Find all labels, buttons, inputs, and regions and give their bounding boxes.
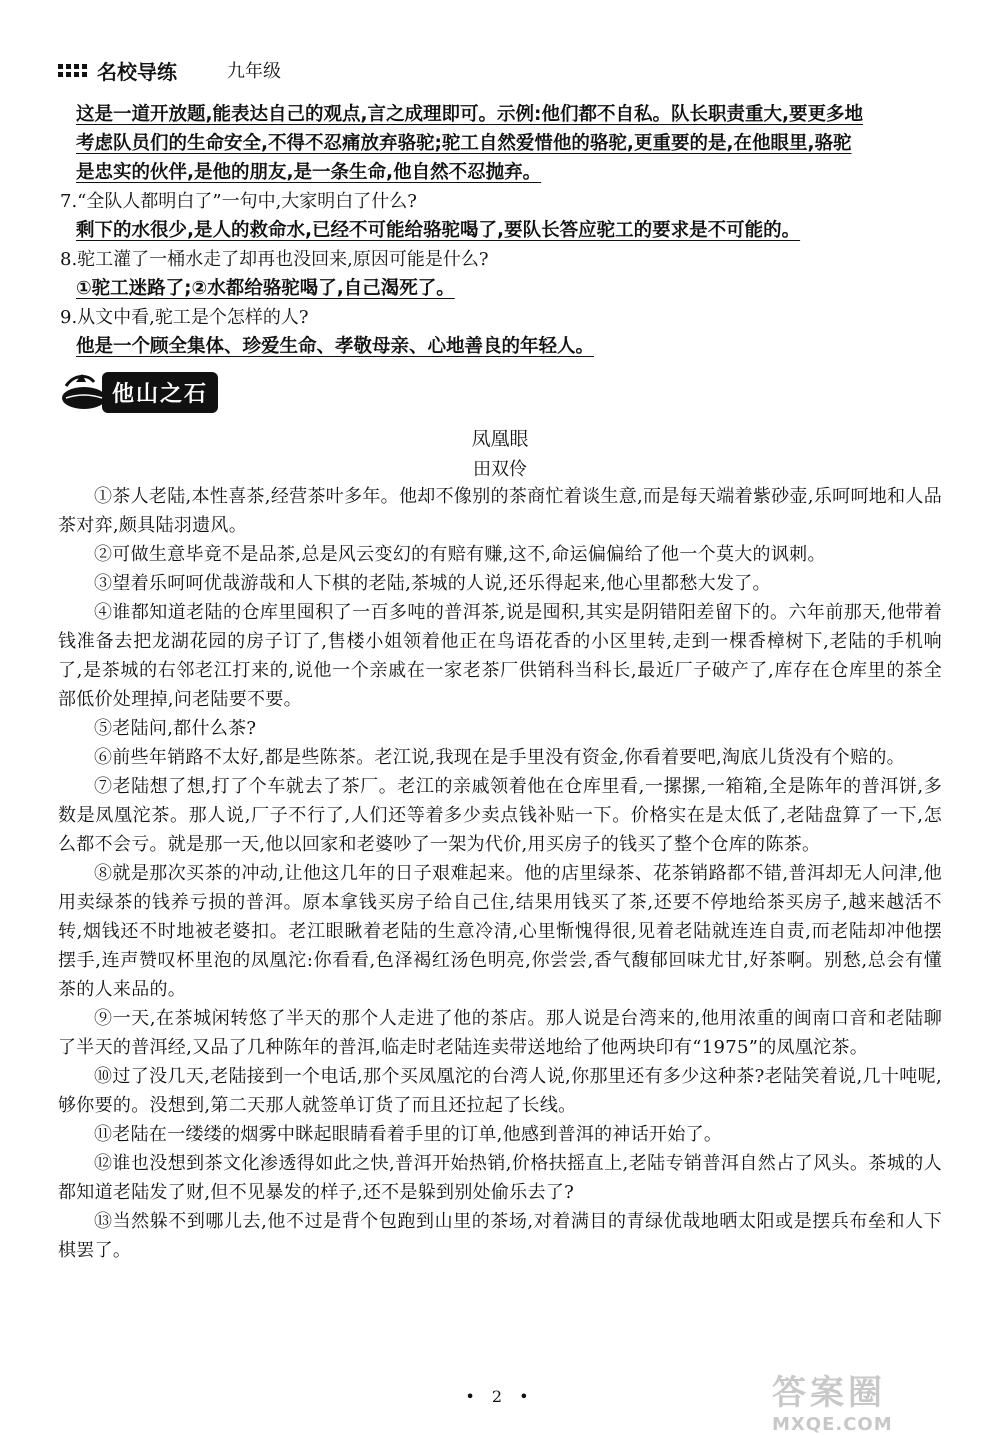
story-body — [58, 482, 942, 1265]
watermark — [772, 1365, 972, 1435]
question-9: 9.从文中看,驼工是个怎样的人? — [60, 307, 309, 328]
paragraph-1: ①茶人老陆,本性喜茶,经营茶叶多年。他却不像别的茶商忙着谈生意,而是每天端着紫砂壶,乐呵呵地和人品茶对弈,颇具陆羽遗风。 — [58, 486, 942, 536]
tea-leaf-icon — [58, 372, 108, 412]
paragraph-5: ⑤老陆问,都什么茶? — [94, 718, 257, 739]
answer-line: 这是一道开放题,能表达自己的观点,言之成理即可。示例:他们都不自私。队长职责重大,要更多地 — [76, 104, 863, 125]
story-author: 田双伶 — [473, 459, 527, 480]
question-7: 7.“全队人都明白了”一句中,大家明白了什么? — [60, 191, 417, 212]
paragraph-7: ⑦老陆想了想,打了个车就去了茶厂。老江的亲戚领着他在仓库里看,一摞摞,一箱箱,全是陈年的普洱饼,多数是凤凰沱茶。那人说,厂子不行了,人们还等着多少卖点钱补贴一下。价格实在是太低了,老陆盘算了一下,怎么都不会亏。就是那一天,他以回家和老婆吵了一架为代价,用买房子的钱买了整个仓库的陈茶。 — [58, 776, 942, 855]
paragraph-4: ④谁都知道老陆的仓库里囤积了一百多吨的普洱茶,说是囤积,其实是阴错阳差留下的。六年前那天,他带着钱准备去把龙湖花园的房子订了,售楼小姐领着他正在鸟语花香的小区里转,走到一棵香樟树下,老陆的手机响了,是茶城的右邻老江打来的,说他一个亲戚在一家老茶厂供销科当科长,最近厂子破产了,库存在仓库里的茶全部低价处理掉,问老陆要不要。 — [58, 602, 942, 710]
grade-label: 九年级 — [227, 61, 281, 82]
question-8: 8.驼工灌了一桶水走了却再也没回来,原因可能是什么? — [60, 249, 489, 270]
answer-line: 考虑队员们的生命安全,不得不忍痛放弃骆驼;驼工自然爱惜他的骆驼,更重要的是,在他眼里,骆驼 — [76, 133, 852, 154]
paragraph-11: ⑪老陆在一缕缕的烟雾中眯起眼睛看着手里的订单,他感到普洱的神话开始了。 — [94, 1124, 723, 1145]
paragraph-12: ⑫谁也没想到茶文化渗透得如此之快,普洱开始热销,价格扶摇直上,老陆专销普洱自然占了风头。茶城的人都知道老陆发了财,但不见暴发的样子,还不是躲到别处偷乐去了? — [58, 1153, 942, 1203]
page-header — [58, 55, 281, 85]
page-number: • 2 • — [465, 1387, 535, 1406]
paragraph-8: ⑧就是那次买茶的冲动,让他这几年的日子艰难起来。他的店里绿茶、花茶销路都不错,普洱却无人问津,他用卖绿茶的钱养亏损的普洱。原本拿钱买房子给自己住,结果用钱买了茶,还要不停地给茶买房子,越来越活不转,烟钱还不时地被老婆扣。老江眼瞅着老陆的生意冷清,心里惭愧得很,见着老陆就连连自责,而老陆却冲他摆摆手,连声赞叹杯里泡的凤凰沱:你看看,色泽褐红汤色明亮,你尝尝,香气馥郁回味尤甘,好茶啊。别愁,总会有懂茶的人来品的。 — [58, 863, 942, 1000]
answer-section — [58, 100, 938, 361]
paragraph-13: ⑬当然躲不到哪儿去,他不过是背个包跑到山里的茶场,对着满目的青绿优哉地晒太阳或是摆兵布垒和人下棋罢了。 — [58, 1211, 942, 1261]
section-badge — [58, 372, 220, 412]
paragraph-2: ②可做生意毕竟不是品茶,总是风云变幻的有赔有赚,这不,命运偏偏给了他一个莫大的讽刺。 — [94, 544, 826, 565]
watermark-logo: 答案圈 — [772, 1373, 886, 1413]
story-title: 凤凰眼 — [471, 428, 529, 450]
paragraph-3: ③望着乐呵呵优哉游哉和人下棋的老陆,茶城的人说,还乐得起来,他心里都愁大发了。 — [94, 573, 771, 594]
paragraph-6: ⑥前些年销路不太好,都是些陈茶。老江说,我现在是手里没有资金,你看着要吧,淘底儿货没有个赔的。 — [94, 747, 905, 768]
answer-7: 剩下的水很少,是人的救命水,已经不可能给骆驼喝了,要队长答应驼工的要求是不可能的。 — [76, 220, 801, 241]
answer-9: 他是一个顾全集体、珍爱生命、孝敬母亲、心地善良的年轻人。 — [76, 336, 595, 357]
brand-dots-icon — [58, 64, 87, 77]
section-title: 他山之石 — [102, 372, 218, 413]
brand-title: 名校导练 — [97, 59, 177, 84]
watermark-url: MXQE.COM — [772, 1414, 893, 1435]
paragraph-10: ⑩过了没几天,老陆接到一个电话,那个买凤凰沱的台湾人说,你那里还有多少这种茶?老陆笑着说,几十吨呢,够你要的。没想到,第二天那人就签单订货了而且还拉起了长线。 — [58, 1066, 942, 1116]
answer-8: ①驼工迷路了;②水都给骆驼喝了,自己渴死了。 — [76, 278, 455, 299]
paragraph-9: ⑨一天,在茶城闲转悠了半天的那个人走进了他的茶店。那人说是台湾来的,他用浓重的闽南口音和老陆聊了半天的普洱经,又品了几种陈年的普洱,临走时老陆连卖带送地给了他两块印有“1975”的凤凰沱茶。 — [58, 1008, 942, 1058]
answer-line: 是忠实的伙伴,是他的朋友,是一条生命,他自然不忍抛弃。 — [76, 162, 542, 183]
